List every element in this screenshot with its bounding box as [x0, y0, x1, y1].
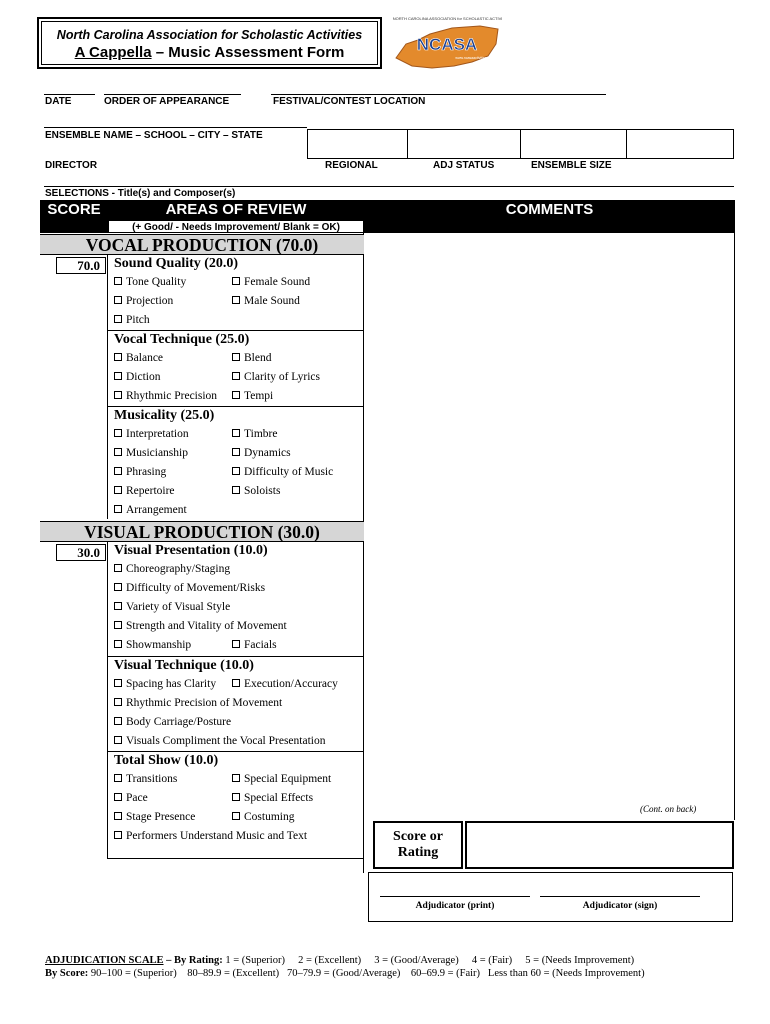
checkbox[interactable]: [232, 296, 240, 304]
checkbox-label: Choreography/Staging: [126, 563, 231, 575]
adj-status-label: ADJ STATUS: [433, 160, 495, 171]
form-title-rest: – Music Assessment Form: [151, 44, 345, 61]
checkbox-item[interactable]: [114, 352, 163, 364]
comments-right-border: [734, 233, 735, 820]
checkbox-label: Costuming: [244, 811, 295, 823]
checkbox-item[interactable]: [114, 428, 189, 440]
checkbox-item[interactable]: [232, 792, 313, 804]
scale-rating-prefix: – By Rating:: [163, 955, 223, 966]
vocal-score-box[interactable]: 70.0: [56, 257, 106, 274]
checkbox-item[interactable]: [114, 563, 230, 575]
checkbox-item[interactable]: [114, 830, 307, 842]
checkbox-item[interactable]: [114, 485, 175, 497]
selections-text: SELECTIONS - Title(s) and Composer(s): [45, 188, 236, 199]
checkbox[interactable]: [114, 736, 122, 744]
checkbox-label: Showmanship: [126, 639, 192, 651]
score-values: 90–100 = (Superior) 80–89.9 = (Excellent) 70–79.9 = (Good/Average) 60–69.9 = (Fair) Less than 60 = (Needs Improvement): [88, 968, 645, 979]
checkbox[interactable]: [114, 486, 122, 494]
checkbox-label: Spacing has Clarity: [126, 678, 217, 690]
checkbox[interactable]: [114, 277, 122, 285]
visual-production-band: VISUAL PRODUCTION (30.0): [40, 521, 364, 542]
checkbox-item[interactable]: [114, 504, 187, 516]
cont-on-back: (Cont. on back): [640, 804, 697, 814]
score-header: SCORE: [47, 201, 101, 218]
checkbox-item[interactable]: [232, 390, 273, 402]
location-label: FESTIVAL/CONTEST LOCATION: [273, 96, 426, 107]
checkbox-label: Timbre: [244, 428, 278, 440]
checkbox-item[interactable]: [232, 276, 310, 288]
checkbox-label: Tone Quality: [126, 276, 187, 288]
checkbox-label: Special Equipment: [244, 773, 332, 785]
checkbox-item[interactable]: [114, 466, 166, 478]
adjudicator-print-label: Adjudicator (print): [415, 901, 495, 911]
checkbox-item[interactable]: [114, 447, 188, 459]
director-label: DIRECTOR: [45, 160, 98, 171]
ncasa-logo: [392, 14, 502, 72]
logo-text: NCASA: [416, 35, 478, 54]
checkbox[interactable]: [114, 698, 122, 706]
category-block: [108, 752, 363, 858]
checkbox-label: Diction: [126, 371, 161, 383]
checkbox-item[interactable]: [114, 276, 186, 288]
checkbox-label: Special Effects: [244, 792, 314, 804]
checkbox-label: Facials: [244, 639, 277, 651]
form-title-box: [37, 17, 382, 69]
checkbox[interactable]: [114, 717, 122, 725]
checkbox[interactable]: [114, 505, 122, 513]
adj-status-box[interactable]: [407, 129, 521, 159]
checkbox-item[interactable]: [114, 639, 191, 651]
checkbox-label: Body Carriage/Posture: [126, 716, 232, 728]
checkbox[interactable]: [232, 277, 240, 285]
checkbox[interactable]: [114, 296, 122, 304]
checkbox-item[interactable]: [114, 716, 231, 728]
category-title: Vocal Technique (25.0): [114, 332, 250, 347]
checkbox-item[interactable]: [114, 697, 282, 709]
ensemble-top-line: [44, 127, 307, 128]
checkbox[interactable]: [114, 583, 122, 591]
checkbox[interactable]: [232, 467, 240, 475]
logo-top-text: NORTH CAROLINA ASSOCIATION for SCHOLASTIC ACTIVITIES: [392, 16, 502, 21]
selections-line: [44, 186, 734, 187]
checkbox-label: Blend: [244, 352, 272, 364]
checkbox[interactable]: [114, 831, 122, 839]
checkbox[interactable]: [114, 448, 122, 456]
category-block: [108, 657, 363, 752]
checkbox-label: Variety of Visual Style: [126, 601, 231, 613]
checkbox-item[interactable]: [114, 678, 216, 690]
checkbox-label: Stage Presence: [126, 811, 196, 823]
checkbox-item[interactable]: [114, 371, 161, 383]
checkbox[interactable]: [232, 486, 240, 494]
checkbox-label: Visuals Compliment the Vocal Presentation: [126, 735, 326, 747]
checkbox-label: Female Sound: [244, 276, 311, 288]
checkbox-label: Interpretation: [126, 428, 189, 440]
checkbox[interactable]: [114, 774, 122, 782]
checkbox[interactable]: [114, 679, 122, 687]
checkbox[interactable]: [232, 774, 240, 782]
checkbox-label: Dynamics: [244, 447, 291, 459]
checkbox[interactable]: [232, 429, 240, 437]
checkbox-label: Arrangement: [126, 504, 187, 516]
checkbox[interactable]: [232, 640, 240, 648]
score-rating-label-box: [373, 821, 463, 869]
checkbox[interactable]: [232, 372, 240, 380]
category-title: Musicality (25.0): [114, 408, 215, 423]
checkbox-item[interactable]: [114, 314, 150, 326]
checkbox-item[interactable]: [232, 447, 291, 459]
checkbox-item[interactable]: [114, 390, 217, 402]
checkbox[interactable]: [232, 448, 240, 456]
adjudication-scale-score: [45, 968, 645, 979]
checkbox-item[interactable]: [114, 601, 230, 613]
checkbox-item[interactable]: [114, 295, 173, 307]
checkbox-label: Rhythmic Precision: [126, 390, 218, 402]
checkbox-label: Tempi: [244, 390, 274, 402]
location-line: [271, 94, 606, 95]
checkbox[interactable]: [232, 793, 240, 801]
checkbox-label: Rhythmic Precision of Movement: [126, 697, 283, 709]
org-name: North Carolina Association for Scholastic Activities: [56, 28, 363, 42]
checkbox-label: Strength and Vitality of Movement: [126, 620, 287, 632]
category-title: Sound Quality (20.0): [114, 256, 239, 271]
checkbox[interactable]: [232, 679, 240, 687]
checkbox-item[interactable]: [232, 295, 300, 307]
checkbox[interactable]: [114, 793, 122, 801]
checkbox-label: Execution/Accuracy: [244, 678, 338, 690]
category-block: [108, 255, 363, 331]
checkbox[interactable]: [232, 812, 240, 820]
adjudicator-sign-line[interactable]: [540, 896, 700, 897]
logo-url-text: www.ncasaactivities.org: [455, 56, 493, 60]
ensemble-size-box[interactable]: [520, 129, 627, 159]
areas-legend: (+ Good/ - Needs Improvement/ Blank = OK): [108, 220, 364, 233]
regional-label: REGIONAL: [325, 160, 378, 171]
category-block: [108, 542, 363, 657]
checkbox[interactable]: [114, 467, 122, 475]
checkbox-item[interactable]: [232, 773, 331, 785]
checkbox[interactable]: [114, 372, 122, 380]
checkbox[interactable]: [114, 564, 122, 572]
checkbox-label: Transitions: [126, 773, 178, 785]
ensemble-size-label: ENSEMBLE SIZE: [531, 160, 612, 171]
checkbox-label: Balance: [126, 352, 164, 364]
checkbox-item[interactable]: [114, 811, 195, 823]
checkbox-label: Difficulty of Music: [244, 466, 334, 478]
comments-header: COMMENTS: [505, 201, 594, 218]
checkbox-item[interactable]: [232, 811, 294, 823]
checkbox[interactable]: [114, 353, 122, 361]
category-title: Visual Technique (10.0): [114, 658, 254, 673]
checkbox-label: Repertoire: [126, 485, 175, 497]
checkbox-label: Projection: [126, 295, 174, 307]
adjudicator-box: [368, 872, 733, 922]
checkbox-item[interactable]: [114, 620, 287, 632]
score-rating-line1: Score or: [393, 829, 443, 844]
date-label: DATE: [45, 96, 72, 107]
ensemble-label: ENSEMBLE NAME – SCHOOL – CITY – STATE: [45, 130, 263, 141]
checkbox-item[interactable]: [232, 466, 333, 478]
category-block: [108, 331, 363, 407]
vocal-production-band: VOCAL PRODUCTION (70.0): [40, 234, 364, 255]
scale-rating-values: 1 = (Superior) 2 = (Excellent) 3 = (Good/Average) 4 = (Fair) 5 = (Needs Improvement): [222, 955, 635, 966]
form-title: [42, 44, 377, 61]
category-title: Total Show (10.0): [114, 753, 219, 768]
regional-box[interactable]: [307, 129, 408, 159]
score-prefix: By Score:: [45, 968, 89, 979]
date-line: [44, 94, 95, 95]
checkbox-item[interactable]: [232, 352, 271, 364]
ncasa-logo-graphic: [392, 14, 502, 72]
checkbox-item[interactable]: [114, 582, 265, 594]
checkbox[interactable]: [114, 640, 122, 648]
category-title: Visual Presentation (10.0): [114, 543, 268, 558]
checkbox-label: Performers Understand Music and Text: [126, 830, 308, 842]
checkbox[interactable]: [114, 621, 122, 629]
checkbox-label: Pitch: [126, 314, 150, 326]
checkbox-label: Soloists: [244, 485, 281, 497]
comments-area[interactable]: [364, 233, 734, 820]
order-label: ORDER OF APPEARANCE: [104, 96, 230, 107]
selections-label: [45, 188, 235, 199]
checkbox[interactable]: [232, 353, 240, 361]
adjudicator-sign-label: Adjudicator (sign): [582, 901, 658, 911]
areas-header: AREAS OF REVIEW: [165, 201, 307, 218]
checkbox[interactable]: [114, 429, 122, 437]
form-title-inner-border: [41, 21, 378, 65]
checkbox-item[interactable]: [232, 428, 277, 440]
extra-box[interactable]: [626, 129, 734, 159]
form-title-underlined: A Cappella: [74, 44, 152, 61]
visual-bottom-border: [107, 858, 364, 859]
score-rating-input[interactable]: [465, 821, 734, 869]
checkbox-label: Musicianship: [126, 447, 188, 459]
checkbox-label: Pace: [126, 792, 148, 804]
checkbox-item[interactable]: [232, 371, 320, 383]
checkbox-item[interactable]: [232, 639, 277, 651]
checkbox[interactable]: [232, 391, 240, 399]
checkbox[interactable]: [114, 391, 122, 399]
checkbox-item[interactable]: [114, 773, 177, 785]
visual-score-box[interactable]: 30.0: [56, 544, 106, 561]
checkbox[interactable]: [114, 602, 122, 610]
checkbox-item[interactable]: [232, 678, 338, 690]
checkbox-label: Male Sound: [244, 295, 300, 307]
adjudication-scale-rating: [45, 955, 634, 966]
checkbox-item[interactable]: [232, 485, 280, 497]
checkbox[interactable]: [114, 315, 122, 323]
order-line: [104, 94, 241, 95]
checkbox-item[interactable]: [114, 735, 325, 747]
checkbox-item[interactable]: [114, 792, 148, 804]
checkbox-label: Difficulty of Movement/Risks: [126, 582, 266, 594]
scale-title: ADJUDICATION SCALE: [45, 955, 164, 966]
score-rating-line2: Rating: [397, 845, 439, 860]
adjudicator-print-line[interactable]: [380, 896, 530, 897]
checkbox-label: Clarity of Lyrics: [244, 371, 321, 383]
category-block: [108, 407, 363, 519]
checkbox-label: Phrasing: [126, 466, 167, 478]
checkbox[interactable]: [114, 812, 122, 820]
